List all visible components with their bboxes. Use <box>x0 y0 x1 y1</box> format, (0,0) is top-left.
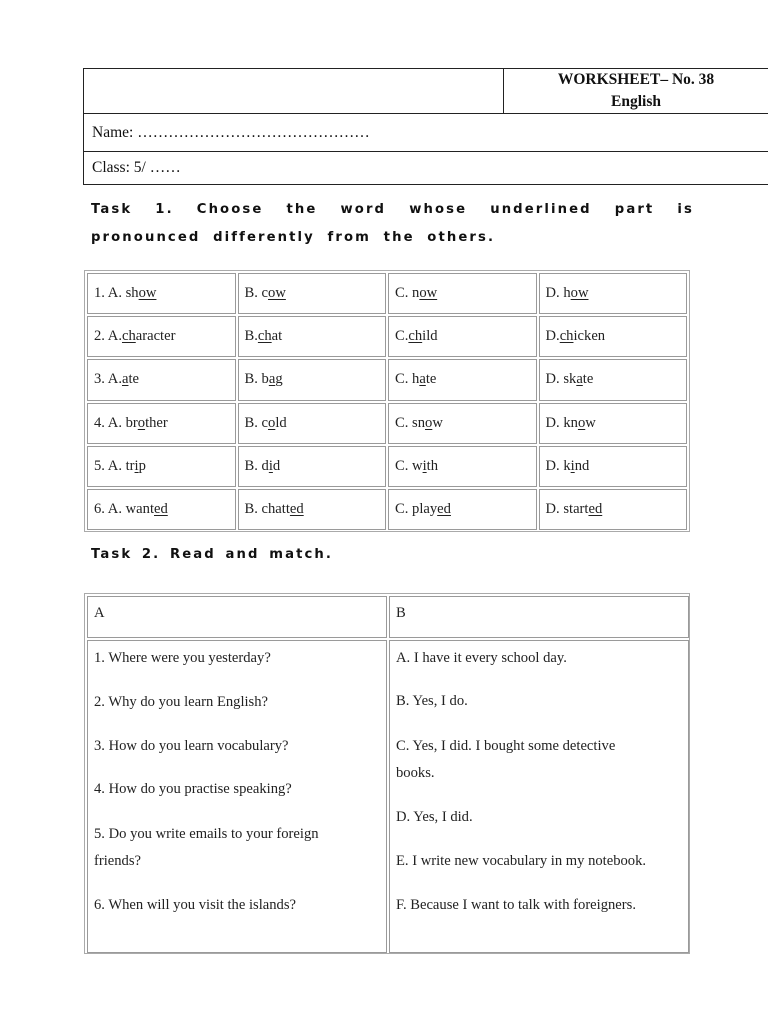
underlined-part: ch <box>257 328 272 345</box>
answer-line: books. <box>396 765 435 781</box>
word-prefix: 5. A. tr <box>94 457 135 474</box>
word-prefix: B. d <box>244 457 269 474</box>
word-option-cell <box>87 316 236 357</box>
underlined-part: ch <box>408 328 423 345</box>
word-option-cell <box>388 489 537 530</box>
underlined-part: o <box>577 414 586 431</box>
question-line: 3. How do you learn vocabulary? <box>94 738 289 754</box>
word-prefix: 1. A. sh <box>94 285 139 302</box>
word-suffix: w <box>432 414 443 431</box>
underlined-part: a <box>268 371 276 388</box>
column-b-header: B <box>389 596 689 638</box>
word-prefix: 3. A. <box>94 371 122 388</box>
worksheet-title-cell <box>504 69 768 114</box>
word-prefix: 4. A. br <box>94 414 138 431</box>
word-option-cell <box>539 316 688 357</box>
underlined-part: ow <box>268 285 286 302</box>
question-line: 5. Do you write emails to your foreign <box>94 826 319 842</box>
matching-table <box>84 593 690 954</box>
word-prefix: C. play <box>395 501 438 518</box>
underlined-part: ed <box>154 501 168 518</box>
word-option-cell <box>87 446 236 487</box>
word-option-cell <box>238 403 387 444</box>
answer-line: E. I write new vocabulary in my notebook. <box>396 853 647 869</box>
word-prefix: B. chatt <box>244 501 290 518</box>
answer-line: F. Because I want to talk with foreigners. <box>396 897 636 913</box>
underlined-part: o <box>425 414 433 431</box>
word-option-cell <box>238 359 387 400</box>
worksheet-subject: English <box>611 93 661 110</box>
word-option-cell <box>388 273 537 314</box>
word-suffix: te <box>128 371 140 388</box>
underlined-part: o <box>268 414 276 431</box>
word-prefix: C. h <box>395 371 420 388</box>
question-line: 2. Why do you learn English? <box>94 694 269 710</box>
word-suffix: te <box>425 371 437 388</box>
word-prefix: C. <box>395 328 409 345</box>
underlined-part: i <box>268 457 273 474</box>
word-suffix: g <box>275 371 283 388</box>
word-option-cell <box>539 489 688 530</box>
word-prefix: D. h <box>545 285 571 302</box>
word-suffix: th <box>426 457 438 474</box>
question-line: friends? <box>94 853 142 869</box>
question-line: 6. When will you visit the islands? <box>94 897 296 913</box>
underlined-part: a <box>576 371 583 388</box>
word-option-cell <box>238 446 387 487</box>
worksheet-header <box>83 68 768 185</box>
word-option-cell <box>388 359 537 400</box>
worksheet-title: WORKSHEET– No. 38 <box>557 71 715 88</box>
underlined-part: i <box>422 457 427 474</box>
word-prefix: B. c <box>244 285 269 302</box>
underlined-part: ch <box>559 328 574 345</box>
word-option-cell <box>539 273 688 314</box>
underlined-part: i <box>570 457 575 474</box>
word-suffix: te <box>582 371 594 388</box>
answer-line: B. Yes, I do. <box>396 693 468 709</box>
word-option-cell <box>388 403 537 444</box>
word-suffix: aracter <box>135 328 176 345</box>
word-prefix: C. n <box>395 285 420 302</box>
word-prefix: B. c <box>244 414 269 431</box>
answer-line: D. Yes, I did. <box>396 809 473 825</box>
word-suffix: ld <box>275 414 287 431</box>
word-option-cell <box>87 359 236 400</box>
word-suffix: d <box>272 457 281 474</box>
word-option-cell <box>539 446 688 487</box>
word-prefix: D. k <box>545 457 571 474</box>
question-line: 1. Where were you yesterday? <box>94 650 271 666</box>
underlined-part: ed <box>289 501 304 518</box>
word-option-cell <box>87 489 236 530</box>
word-suffix: icken <box>573 328 606 345</box>
word-prefix: D. <box>545 328 560 345</box>
underlined-part: o <box>137 414 146 431</box>
word-option-cell <box>539 359 688 400</box>
task2-instruction: Task 2. Read and match. <box>91 547 333 562</box>
word-option-cell <box>539 403 688 444</box>
underlined-part: ch <box>121 328 136 345</box>
word-option-cell <box>238 489 387 530</box>
word-prefix: B. b <box>244 371 269 388</box>
underlined-part: ed <box>437 501 451 518</box>
word-prefix: D. start <box>545 501 589 518</box>
answer-line: A. I have it every school day. <box>396 650 567 666</box>
word-prefix: 6. A. want <box>94 501 154 518</box>
word-suffix: w <box>585 414 596 431</box>
question-line: 4. How do you practise speaking? <box>94 781 292 797</box>
underlined-part: ow <box>570 285 589 302</box>
underlined-part: a <box>419 371 426 388</box>
task1-instruction: Task 1. Choose the word whose underlined part is pronounced differently from the others. <box>91 202 694 245</box>
word-suffix: ild <box>422 328 438 345</box>
underlined-part: ow <box>138 285 157 302</box>
word-prefix: 2. A. <box>94 328 122 345</box>
word-option-cell <box>87 403 236 444</box>
word-suffix: ther <box>145 414 168 431</box>
column-b-answers <box>389 640 689 953</box>
word-option-cell <box>388 446 537 487</box>
pronunciation-table <box>84 270 690 532</box>
underlined-part: a <box>121 371 129 388</box>
word-suffix: p <box>138 457 146 474</box>
word-prefix: B. <box>244 328 258 345</box>
word-prefix: C. w <box>395 457 423 474</box>
column-a-header: A <box>87 596 387 638</box>
underlined-part: ow <box>419 285 438 302</box>
header-blank-cell <box>84 69 504 114</box>
word-prefix: C. sn <box>395 414 426 431</box>
underlined-part: ed <box>588 501 603 518</box>
word-option-cell <box>87 273 236 314</box>
name-field: Name: ……………………………………… <box>84 114 768 152</box>
underlined-part: i <box>134 457 139 474</box>
word-prefix: D. sk <box>545 371 577 388</box>
word-suffix: nd <box>574 457 590 474</box>
word-option-cell <box>238 273 387 314</box>
column-a-questions <box>87 640 387 953</box>
word-prefix: D. kn <box>545 414 578 431</box>
answer-line: C. Yes, I did. I bought some detective <box>396 738 616 754</box>
word-option-cell <box>388 316 537 357</box>
class-field: Class: 5/ …… <box>84 152 768 185</box>
word-suffix: at <box>271 328 283 345</box>
word-option-cell <box>238 316 387 357</box>
